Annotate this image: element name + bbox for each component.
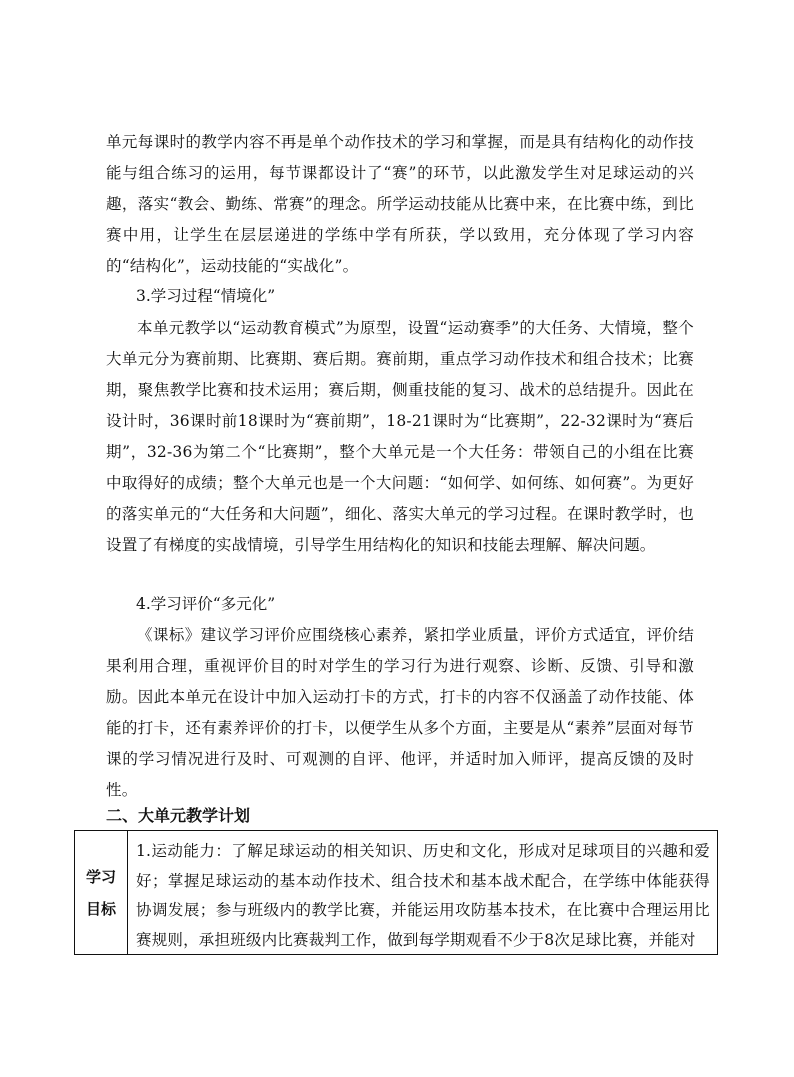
paragraph-structured-content: 单元每课时的教学内容不再是单个动作技术的学习和掌握，而是具有结构化的动作技能与组合练习的运用，每节课都设计了“赛”的环节，以此激发学生对足球运动的兴趣，落实“教会、勤练、常赛”的理念。所学运动技能从比赛中来，在比赛中练，到比赛中用，让学生在层层递进的学练中学有所获，学以致用，充分体现了学习内容的“结构化”，运动技能的“实战化”。	[106, 133, 694, 275]
table-content-cell: 1.运动能力：了解足球运动的相关知识、历史和文化，形成对足球项目的兴趣和爱好；掌握足球运动的基本动作技术、组合技术和基本战术配合，在学练中体能获得协调发展；参与班级内的教学比赛，并能运用攻防基本技术，在比赛中合理运用比赛规则，承担班级内比赛裁判工作，做到每学期观看不少于8次足球比赛，并能对	[136, 842, 710, 949]
subheading-learning-evaluation: 4.学习评价“多元化”	[136, 595, 276, 613]
label-line-learning: 学习	[85, 867, 116, 886]
subheading-learning-process: 3.学习过程“情境化”	[136, 287, 276, 305]
label-line-goals: 目标	[85, 899, 116, 918]
table-label-cell	[75, 831, 128, 954]
paragraph-learning-evaluation: 《课标》建议学习评价应围绕核心素养，紧扣学业质量，评价方式适宜，评价结果利用合理，重视评价目的时对学生的学习行为进行观察、诊断、反馈、引导和激励。因此本单元在设计中加入运动打卡的方式，打卡的内容不仅涵盖了动作技能、体能的打卡，还有素养评价的打卡，以便学生从多个方面，主要是从“素养”层面对每节课的学习情况进行及时、可观测的自评、他评，并适时加入师评，提高反馈的及时性。	[106, 626, 694, 799]
unit-plan-table	[74, 830, 718, 955]
section-heading-unit-plan: 二、大单元教学计划	[106, 806, 251, 825]
paragraph-learning-process: 本单元教学以“运动教育模式”为原型，设置“运动赛季”的大任务、大情境，整个大单元分为赛前期、比赛期、赛后期。赛前期，重点学习动作技术和组合技术；比赛期，聚焦教学比赛和技术运用；赛后期，侧重技能的复习、战术的总结提升。因此在设计时，36课时前18课时为“赛前期”，18-21课时为“比赛期”，22-32课时为“赛后期”，32-36为第二个“比赛期”，整个大单元是一个大任务：带领自己的小组在比赛中取得好的成绩；整个大单元也是一个大问题：“如何学、如何练、如何赛”。为更好的落实单元的“大任务和大问题”，细化、落实大单元的学习过程。在课时教学时，也设置了有梯度的实战情境，引导学生用结构化的知识和技能去理解、解决问题。	[106, 319, 694, 554]
